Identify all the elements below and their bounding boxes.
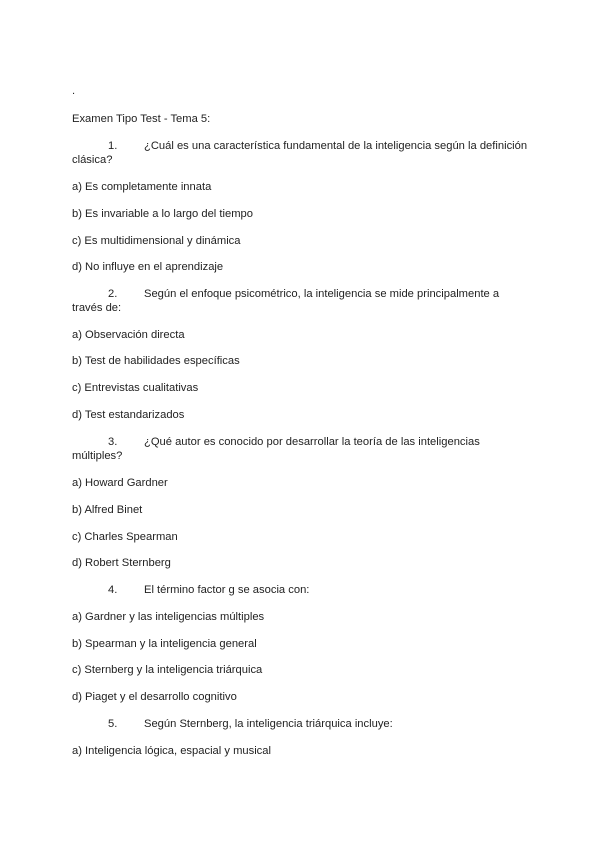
leading-dot: . bbox=[72, 85, 76, 97]
question-number: 2. bbox=[108, 288, 118, 300]
question-text-continued: múltiples? bbox=[72, 450, 123, 462]
question-text-continued: clásica? bbox=[72, 154, 113, 166]
answer-option: a) Es completamente innata bbox=[72, 181, 212, 193]
question-text: El término factor g se asocia con: bbox=[144, 584, 310, 596]
question-number: 1. bbox=[108, 140, 118, 152]
question-number: 4. bbox=[108, 584, 118, 596]
question-text: ¿Qué autor es conocido por desarrollar la teoría de las inteligencias bbox=[144, 436, 480, 448]
question-text-continued: través de: bbox=[72, 302, 122, 314]
answer-option: b) Spearman y la inteligencia general bbox=[72, 638, 257, 650]
question-number: 5. bbox=[108, 718, 118, 730]
answer-option: d) Robert Sternberg bbox=[72, 557, 171, 569]
answer-option: b) Alfred Binet bbox=[72, 504, 143, 516]
answer-option: a) Howard Gardner bbox=[72, 477, 168, 489]
exam-title: Examen Tipo Test - Tema 5: bbox=[72, 113, 211, 125]
question-text: Según el enfoque psicométrico, la inteligencia se mide principalmente a bbox=[144, 288, 500, 300]
question-text: Según Sternberg, la inteligencia triárquica incluye: bbox=[144, 718, 393, 730]
answer-option: b) Test de habilidades específicas bbox=[72, 355, 240, 367]
answer-option: a) Observación directa bbox=[72, 329, 185, 341]
answer-option: d) Test estandarizados bbox=[72, 409, 185, 421]
answer-option: d) No influye en el aprendizaje bbox=[72, 261, 224, 273]
answer-option: a) Inteligencia lógica, espacial y musical bbox=[72, 745, 271, 757]
answer-option: a) Gardner y las inteligencias múltiples bbox=[72, 611, 265, 623]
answer-option: d) Piaget y el desarrollo cognitivo bbox=[72, 691, 237, 703]
answer-option: c) Sternberg y la inteligencia triárquica bbox=[72, 664, 263, 676]
answer-option: b) Es invariable a lo largo del tiempo bbox=[72, 208, 253, 220]
answer-option: c) Es multidimensional y dinámica bbox=[72, 235, 241, 247]
question-text: ¿Cuál es una característica fundamental de la inteligencia según la definición bbox=[144, 140, 528, 152]
answer-option: c) Charles Spearman bbox=[72, 531, 178, 543]
question-number: 3. bbox=[108, 436, 118, 448]
answer-option: c) Entrevistas cualitativas bbox=[72, 382, 199, 394]
